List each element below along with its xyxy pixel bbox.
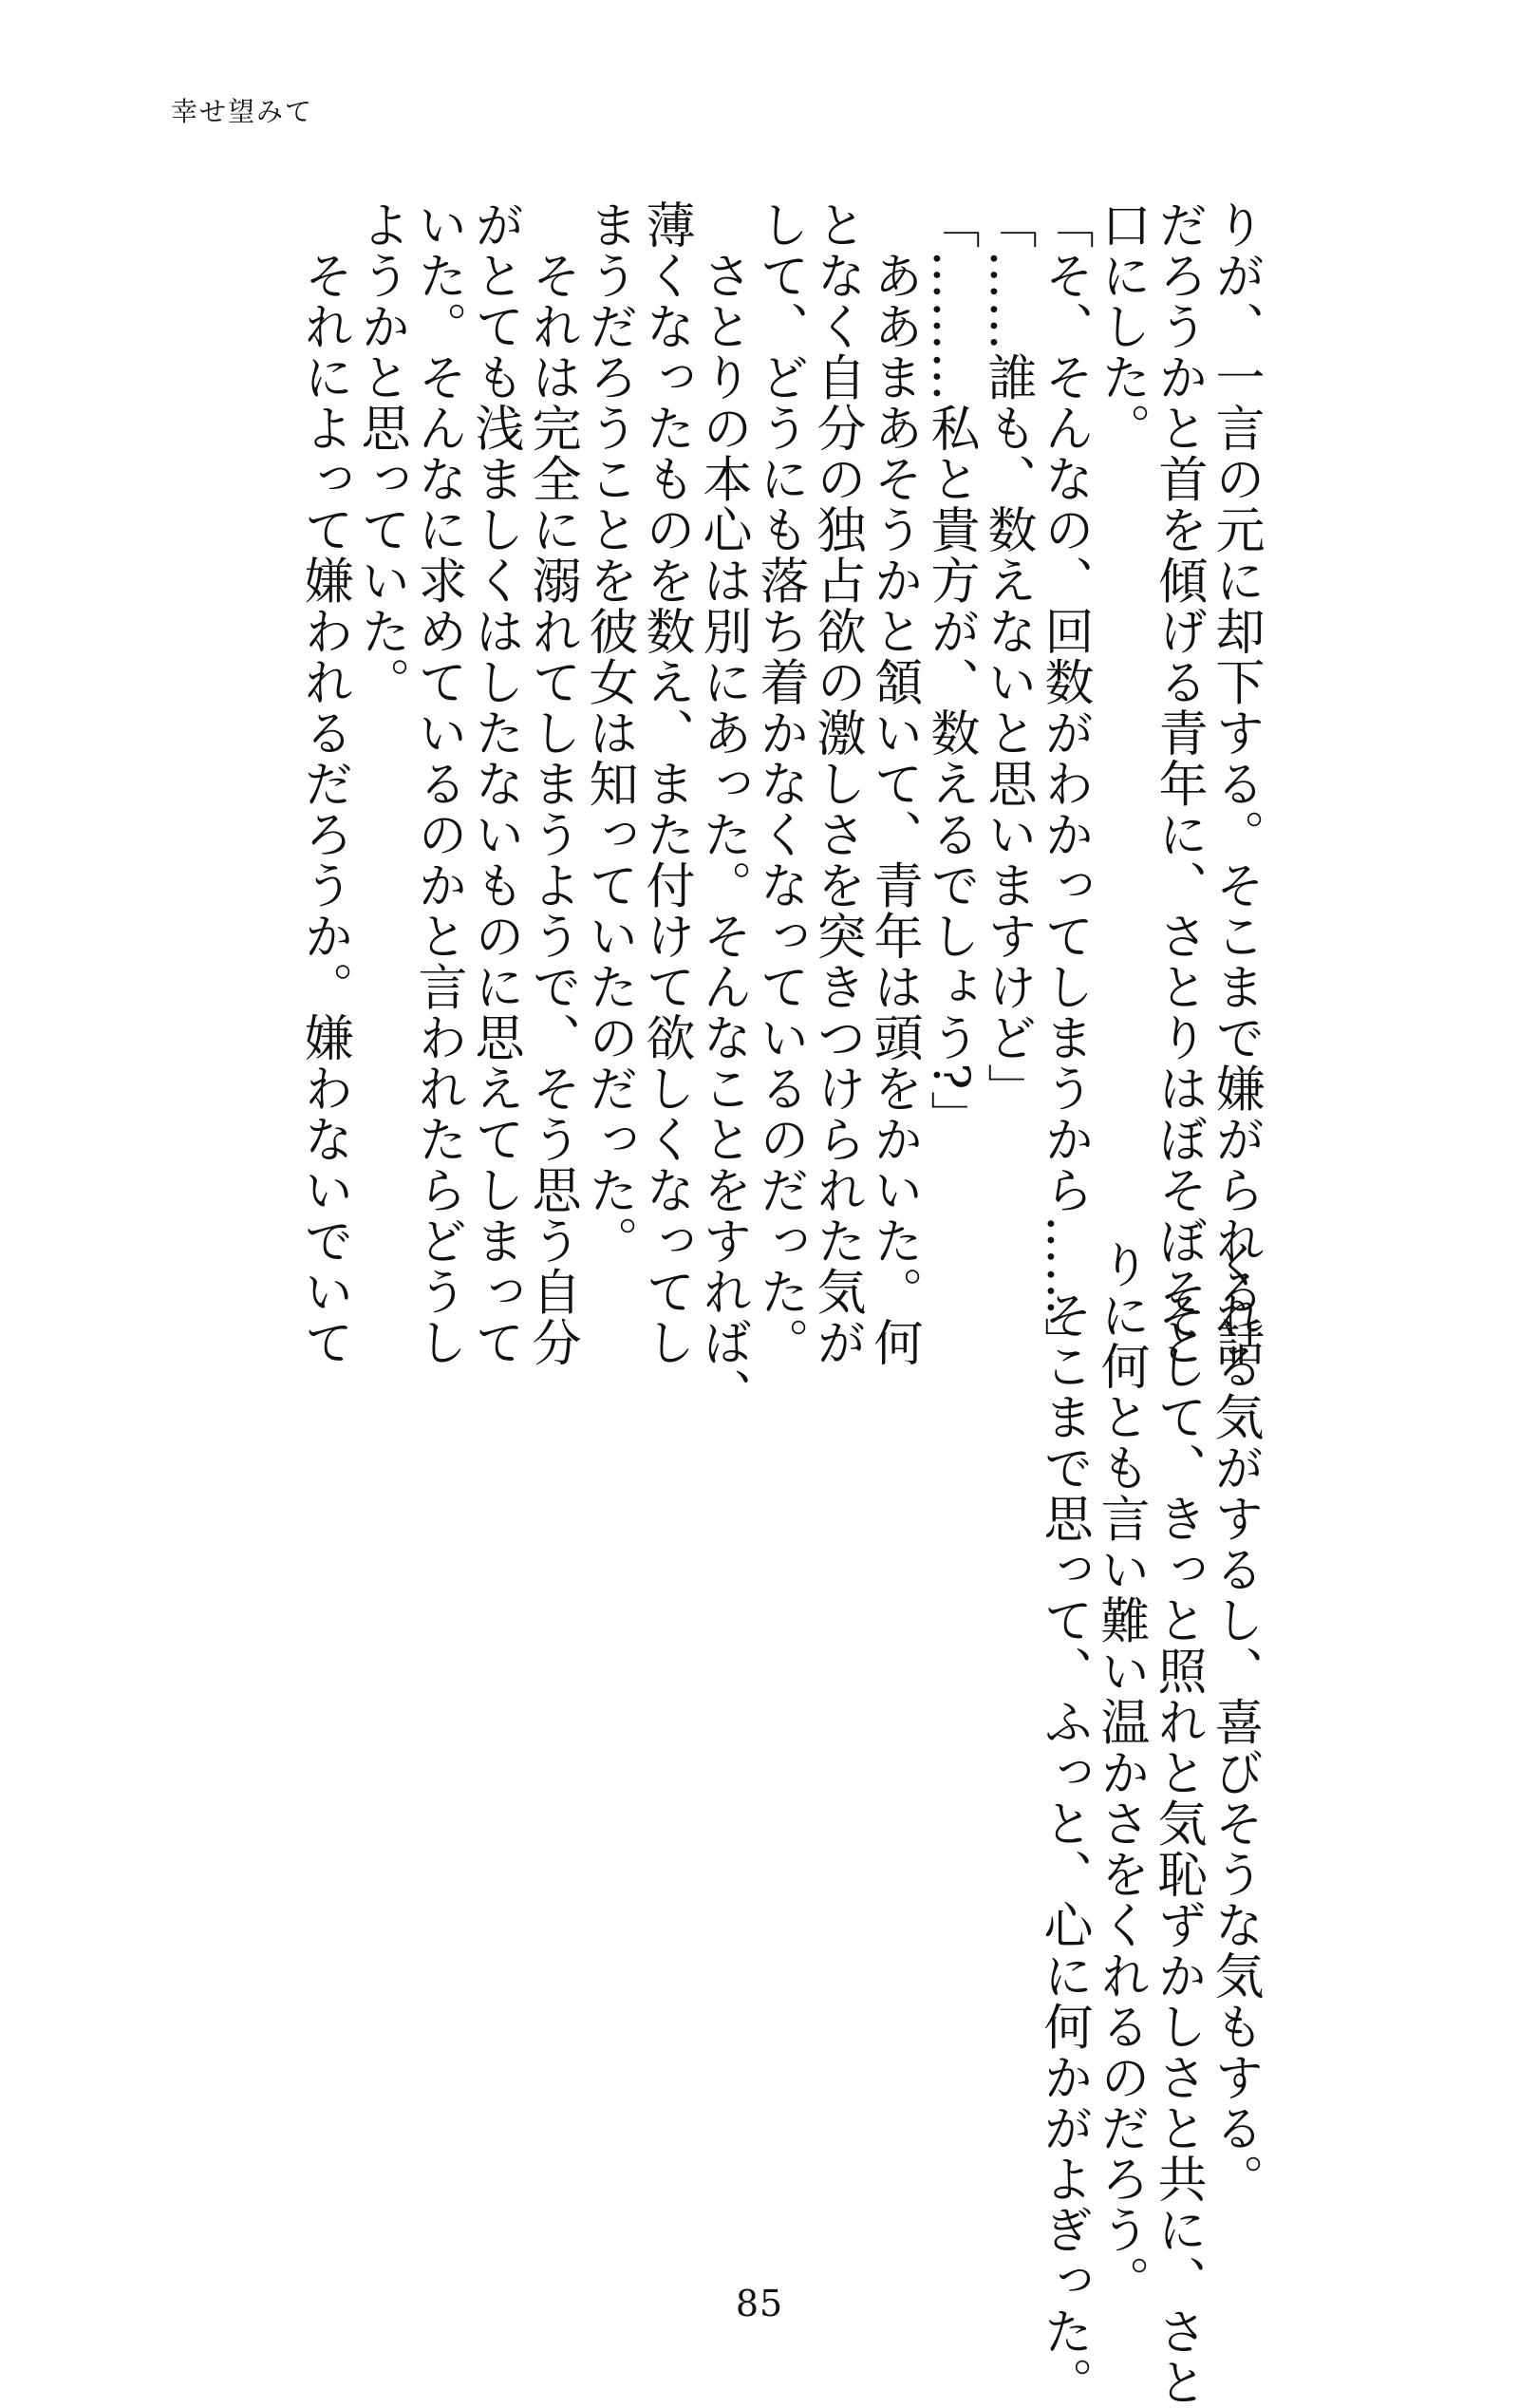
- body-text-upper: [205, 199, 1264, 1419]
- text-line: となく自分の独占欲の激しさを突きつけられた気が: [808, 199, 865, 1368]
- running-header: 幸せ望みて: [171, 96, 314, 127]
- text-line: それによって嫌われるだろうか。嫌わないでいて: [295, 199, 352, 1368]
- text-line: それは完全に溺れてしまうようで、そう思う自分: [523, 199, 580, 1368]
- text-line: ああまあそうかと頷いて、青年は頭をかいた。何: [865, 199, 922, 1368]
- text-line: まうだろうことを彼女は知っていたのだった。: [580, 199, 637, 1267]
- body-text-lower: [1006, 1239, 1263, 2408]
- text-line: して、どうにも落ち着かなくなっているのだった。: [751, 199, 808, 1368]
- text-line: 口にした。: [1093, 199, 1150, 454]
- text-line: くれる気がするし、喜びそうな気もする。: [1206, 1239, 1263, 2205]
- text-line: いた。そんなに求めているのかと言われたらどうし: [409, 199, 466, 1368]
- page-number: 85: [735, 2283, 784, 2324]
- text-line: りが、一言の元に却下する。そこまで嫌がられる話: [1207, 199, 1264, 1368]
- text-line: そこまで思って、ふっと、心に何かがよぎった。: [1035, 1239, 1092, 2408]
- text-line: さとりの本心は別にあった。そんなことをすれば、: [694, 199, 751, 1419]
- text-line: だろうかと首を傾げる青年に、さとりはぼそぼそと: [1150, 199, 1207, 1368]
- text-line: 「そ、そんなの、回数がわかってしまうから……」: [1036, 199, 1093, 1368]
- text-line: りに何とも言い難い温かさをくれるのだろう。: [1092, 1239, 1149, 2306]
- text-line: 「………私と貴方が、数えるでしょう?」: [922, 199, 979, 1142]
- text-line: ようかと思っていた。: [352, 199, 409, 707]
- text-line: 「……誰も、数えないと思いますけど」: [979, 199, 1036, 1114]
- text-line: 薄くなったものを数え、また付けて欲しくなってし: [637, 199, 694, 1368]
- text-line: そして、きっと照れと気恥ずかしさと共に、さと: [1149, 1239, 1206, 2408]
- text-line: がとても浅ましくはしたないものに思えてしまって: [466, 199, 523, 1368]
